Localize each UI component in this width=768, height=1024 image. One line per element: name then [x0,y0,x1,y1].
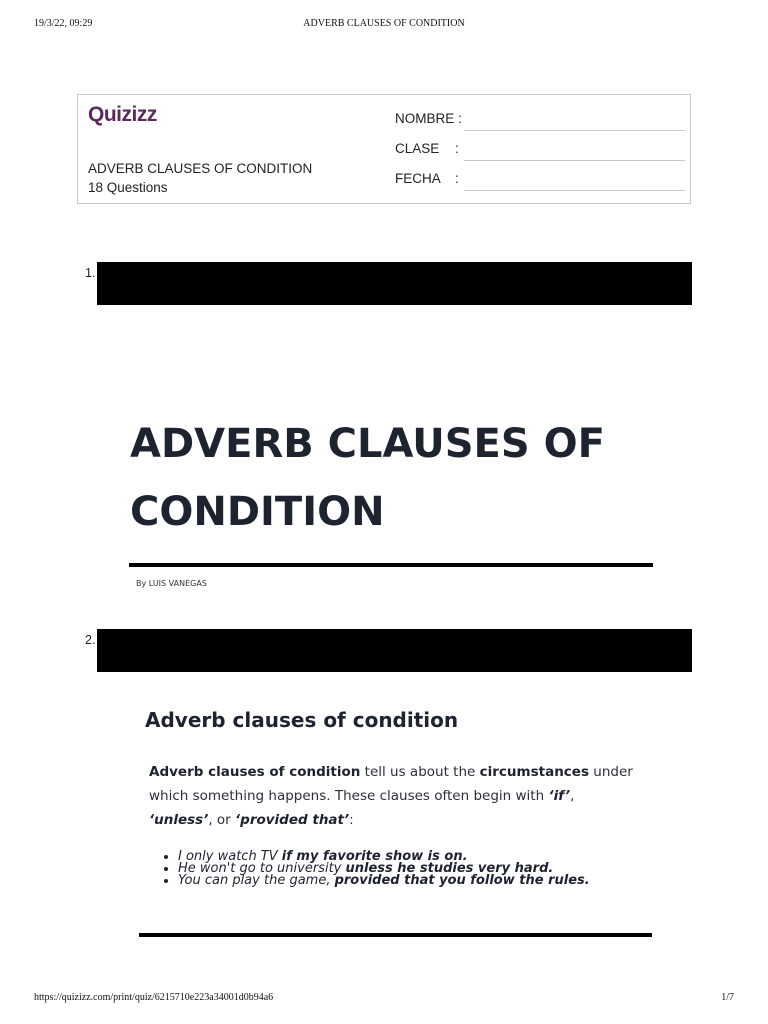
slide-1-title-line1: ADVERB CLAUSES OF [130,421,605,467]
para-quote-provided: ‘provided that’ [235,812,350,828]
print-datetime: 19/3/22, 09:29 [34,18,93,29]
fecha-label: FECHA [395,171,441,186]
fecha-line [464,190,685,191]
nombre-field [395,109,685,131]
question-number-1: 1. [85,266,96,280]
clase-colon: : [455,141,459,156]
slide-2-examples [158,851,658,887]
example-plain: He won't go to university [178,861,346,876]
print-header [0,18,768,32]
example-bold: if my favorite show is on. [281,849,468,864]
para-text-5: : [349,812,354,828]
example-plain: I only watch TV [178,849,282,864]
question-number-2: 2. [85,633,96,647]
para-bold-2: circumstances [479,764,589,780]
slide-2-paragraph [149,760,639,832]
para-quote-unless: ‘unless’ [149,812,209,828]
fecha-field [395,169,685,191]
clase-label: CLASE [395,141,440,156]
slide-1-byline: By LUIS VANEGAS [136,579,207,588]
slide-2-divider [139,933,652,937]
print-footer [0,992,768,1006]
fecha-colon: : [455,171,459,186]
para-quote-if: ‘if’ [548,788,571,804]
question-2-redaction [97,629,692,672]
slide-2-heading: Adverb clauses of condition [145,708,459,732]
quizizz-logo: Quizizz [88,103,157,126]
example-bold: provided that you follow the rules. [334,873,590,888]
question-count: 18 Questions [88,180,168,195]
slide-1-divider [129,563,653,567]
print-page-number: 1/7 [721,992,734,1003]
slide-1-title [130,410,670,546]
question-1-redaction [97,262,692,305]
print-title: ADVERB CLAUSES OF CONDITION [303,18,465,29]
para-text-1: tell us about the [360,764,480,780]
para-text-3: , [570,788,575,804]
quiz-header-card [77,94,691,204]
para-text-4: , or [208,812,236,828]
example-item [178,875,658,887]
clase-field [395,139,685,161]
example-bold: unless he studies very hard. [345,861,554,876]
para-text-2: under which something happens. These clauses often begin with [149,764,633,804]
para-bold-1: Adverb clauses of condition [149,764,361,780]
example-plain: You can play the game, [178,873,335,888]
print-url[interactable]: https://quizizz.com/print/quiz/6215710e223a34001d0b94a6 [34,992,274,1003]
nombre-label: NOMBRE : [395,111,462,126]
nombre-line [464,130,685,131]
quiz-title: ADVERB CLAUSES OF CONDITION [88,161,313,176]
clase-line [464,160,685,161]
slide-1-title-line2: CONDITION [130,489,385,535]
